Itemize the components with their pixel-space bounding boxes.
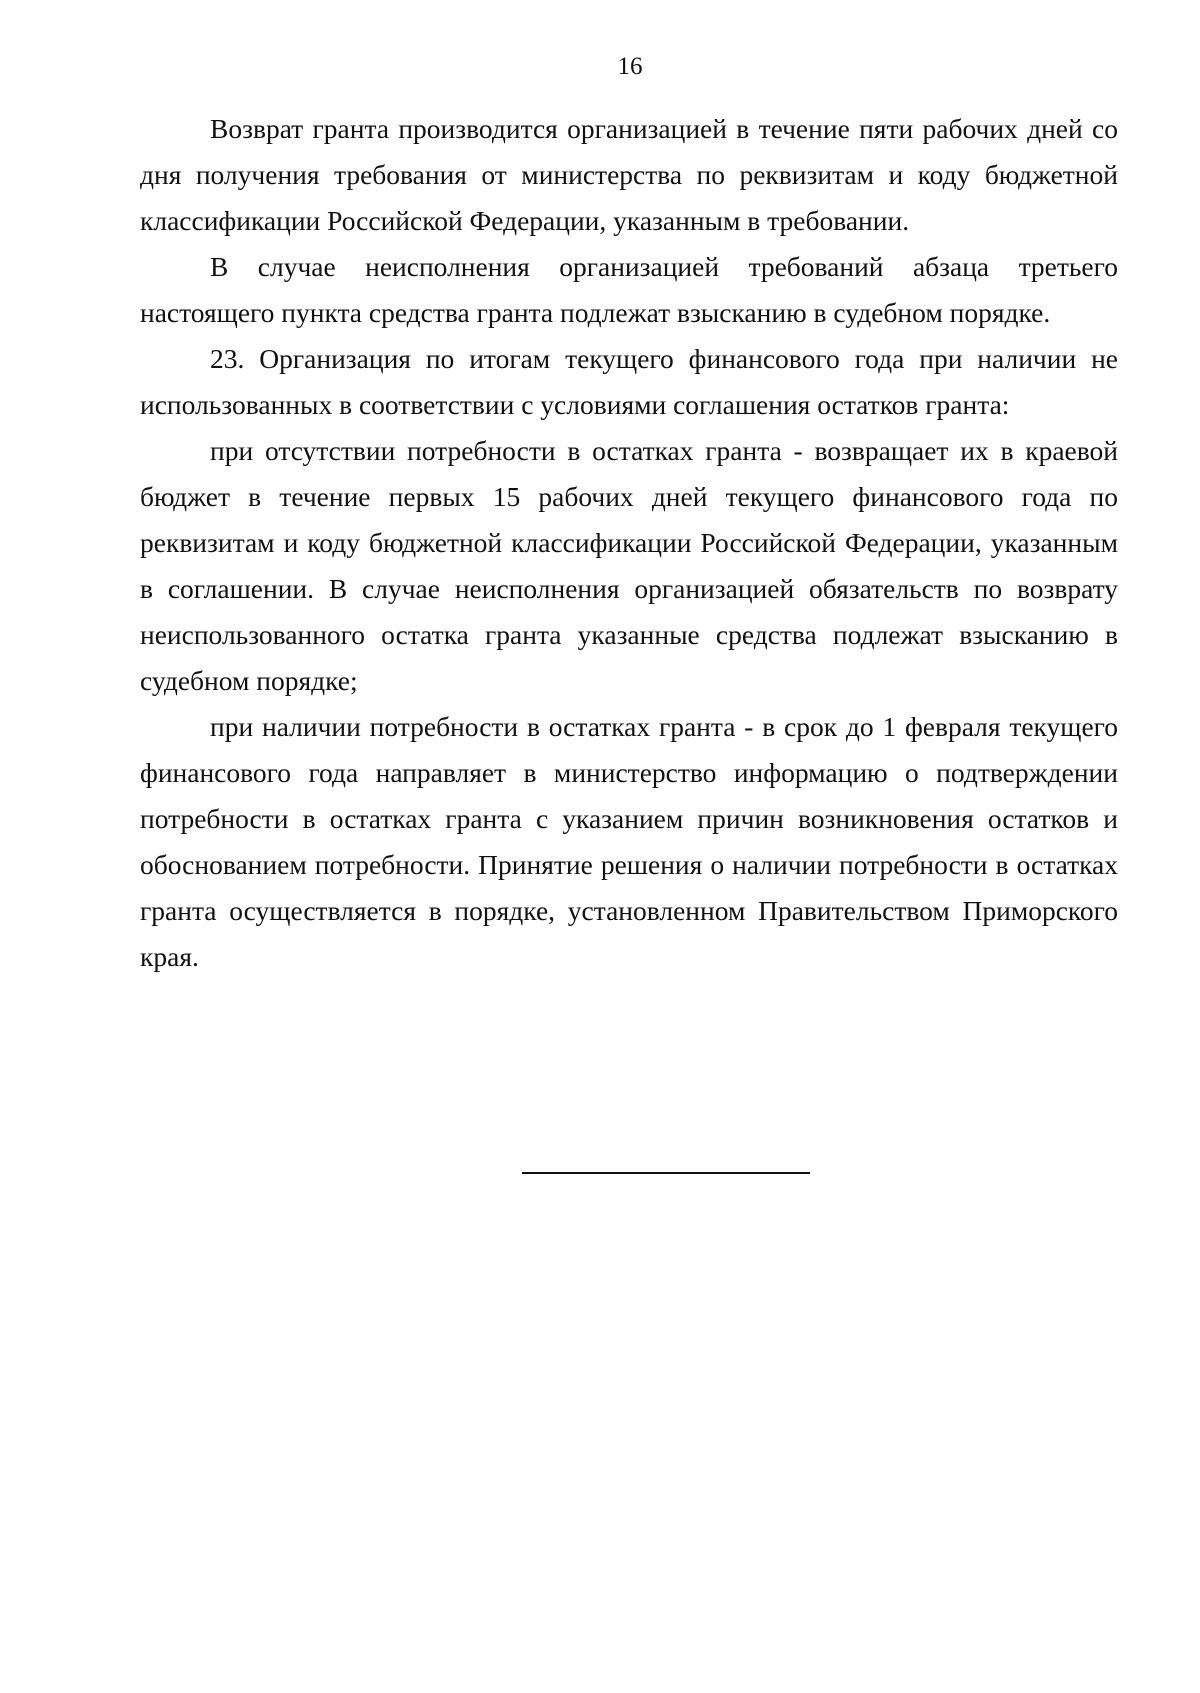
paragraph-item-23: 23. Организация по итогам текущего финансового года при наличии не использованных в соответствии с условиями соглашения остатков гранта: (140, 343, 1118, 420)
paragraph-no-need: при отсутствии потребности в остатках гранта - возвращает их в краевой бюджет в течение первых 15 рабочих дней текущего финансового года по реквизитам и коду бюджетной классификации Российской Федерации, указанным в соглашении. В случае неисполнения организацией обязательств по возврату неиспользованного остатка гранта указанные средства подлежат взысканию в судебном порядке; (140, 435, 1118, 696)
end-separator-line (522, 1172, 810, 1174)
page-number: 16 (617, 53, 643, 80)
paragraph-need: при наличии потребности в остатках гранта - в срок до 1 февраля текущего финансового года направляет в министерство информацию о подтверждении потребности в остатках гранта с указанием причин возникновения остатков и обоснованием потребности. Принятие решения о наличии потребности в остатках гранта осуществляется в порядке, установленном Правительством Приморского края. (140, 711, 1118, 972)
document-body (140, 106, 1118, 980)
paragraph-non-fulfillment: В случае неисполнения организацией требований абзаца третьего настоящего пункта средства гранта подлежат взысканию в судебном порядке. (140, 251, 1118, 328)
paragraph-grant-return: Возврат гранта производится организацией в течение пяти рабочих дней со дня получения требования от министерства по реквизитам и коду бюджетной классификации Российской Федерации, указанным в требовании. (140, 113, 1118, 236)
